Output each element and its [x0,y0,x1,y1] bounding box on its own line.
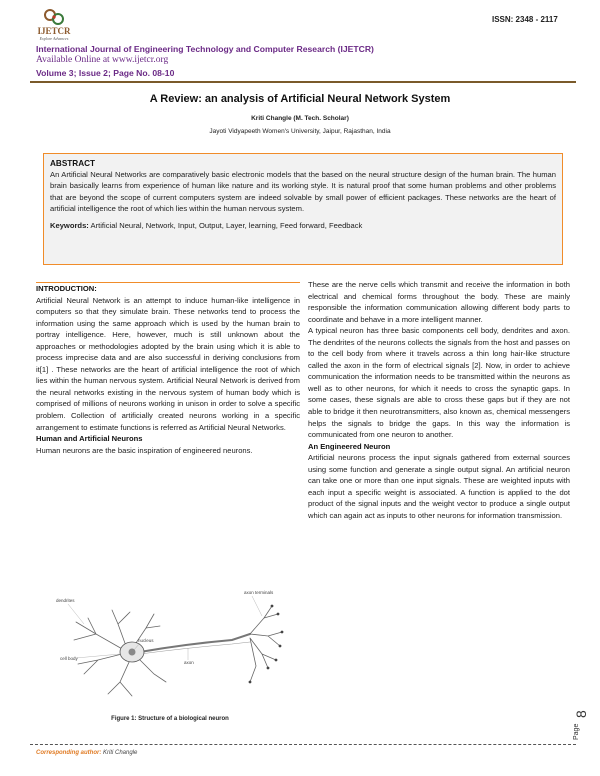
journal-name: International Journal of Engineering Technology and Computer Research (IJETCR) [36,44,374,54]
left-column [36,283,300,456]
neuron-figure [36,582,300,710]
corresponding-label: Corresponding author: [36,750,103,756]
corresponding-author [36,750,137,756]
label-axon: axon [184,660,194,665]
page-word: Page [573,723,580,740]
right-paragraph-2: A typical neuron has three basic components cell body, dendrites and axon. The dendrites of the neurons collects the signals from the host and passes on to the cell body from where it travels across a thin long hair-like structure called the axon in the form of electrical signals [2]. Now, in order to achieve communication the information needs to be transmitted within the neurons as well as to other neurons, for which it needs to cross the synaptic gaps. In some cases, these signals are able to cross these gaps but if they are not able to bridge it then neurotransmitters, also known as, chemical messengers helps the signals to bridge the gaps. In this way the information is communicated from one neuron to another. [308,326,570,440]
paper-author: Kriti Changle (M. Tech. Scholar) [251,115,349,122]
label-nucleus: nucleus [138,638,154,643]
paper-title: A Review: an analysis of Artificial Neural Network System [149,93,451,105]
right-paragraph-3: Artificial neurons process the input signals gathered from external sources using some function and generate a single output signal. An artificial neuron can take one or more than one input signals. These are weighted inputs with each input a specific weight is associated. A function is applied to the dot product of the signal inputs and the weight vector to produce a single output which can again act as inputs to other neurons for information transmission. [308,453,570,520]
keywords-line [50,220,556,231]
human-neurons-paragraph: Human neurons are the basic inspiration of engineered neurons. [36,445,253,455]
figure-caption: Figure 1: Structure of a biological neuron [111,716,229,722]
corresponding-name: Kriti Changle [103,750,138,756]
intro-heading: INTRODUCTION: [36,284,97,293]
label-axon-terminals: axon terminals [244,590,274,595]
right-column [308,279,570,521]
abstract-heading: ABSTRACT [50,159,96,168]
keywords-text: Artificial Neural, Network, Input, Output, Layer, learning, Feed forward, Feedback [88,220,363,230]
right-paragraph-1: These are the nerve cells which transmit and receive the information in both electrical and chemical forms throughout the body. These are mainly responsible the information communication allowing different body parts to coordinate and behave in a more intelligent manner. [308,280,570,324]
footer-divider [30,744,576,745]
journal-logo [34,8,74,42]
neuron-diagram [36,582,300,710]
intro-paragraph: Artificial Neural Network is an attempt to induce human-like intelligence in computers so that they simulate brain. These networks tend to process the information using the same approach which is used by the human brain to portray intelligence. Here, however, much is still unknown about the approaches or methodologies adopted by the brain using which it is able to process imprecise data and are also successful in deriving conclusions from it[1] . These networks are the heart of artificial intelligence the root of which lies within the human nervous system. Artificial Neural Network is derived from the neural networks existing in the nervous system of human body which is comprised of millions of neurons working in unison in order to solve a specific problem. Collection of artificially created neurons working in a specific arrangement to estimate functions is referred as Artificial Neural Networks. [36,295,300,432]
keywords-label: Keywords: [50,220,89,230]
human-neurons-heading: Human and Artificial Neurons [36,434,143,444]
paper-affiliation: Jayoti Vidyapeeth Women's University, Jaipur, Rajasthan, India [209,128,391,135]
engineered-neuron-heading: An Engineered Neuron [308,441,391,451]
abstract-box [43,153,563,265]
logo-tagline: Explore Advances [39,36,69,41]
label-dendrites: dendrites [56,598,75,603]
label-cell-body: cell body [60,656,78,661]
available-online-link[interactable]: Available Online at www.ijetcr.org [36,55,169,65]
page-number [573,700,587,740]
header-divider [30,81,576,83]
issn-number: ISSN: 2348 - 2117 [492,15,558,24]
logo-name: IJETCR [37,26,71,36]
page-digit: 8 [573,710,589,718]
logo-emblem-icon [43,8,65,26]
abstract-text: An Artificial Neural Networks are comparatively basic electronic models that the based on the neural structure design of the human brain. The human brain basically learns from experience of human like nature and its working style. It is natural proof that some human problems and other problems that are beyond the scope of current computers system are indeed solvable by small power of efficient packages. These networks are the heart of artificial intelligence the root of which lies within the human nervous system. [50,170,556,214]
volume-info: Volume 3; Issue 2; Page No. 08-10 [36,68,175,78]
